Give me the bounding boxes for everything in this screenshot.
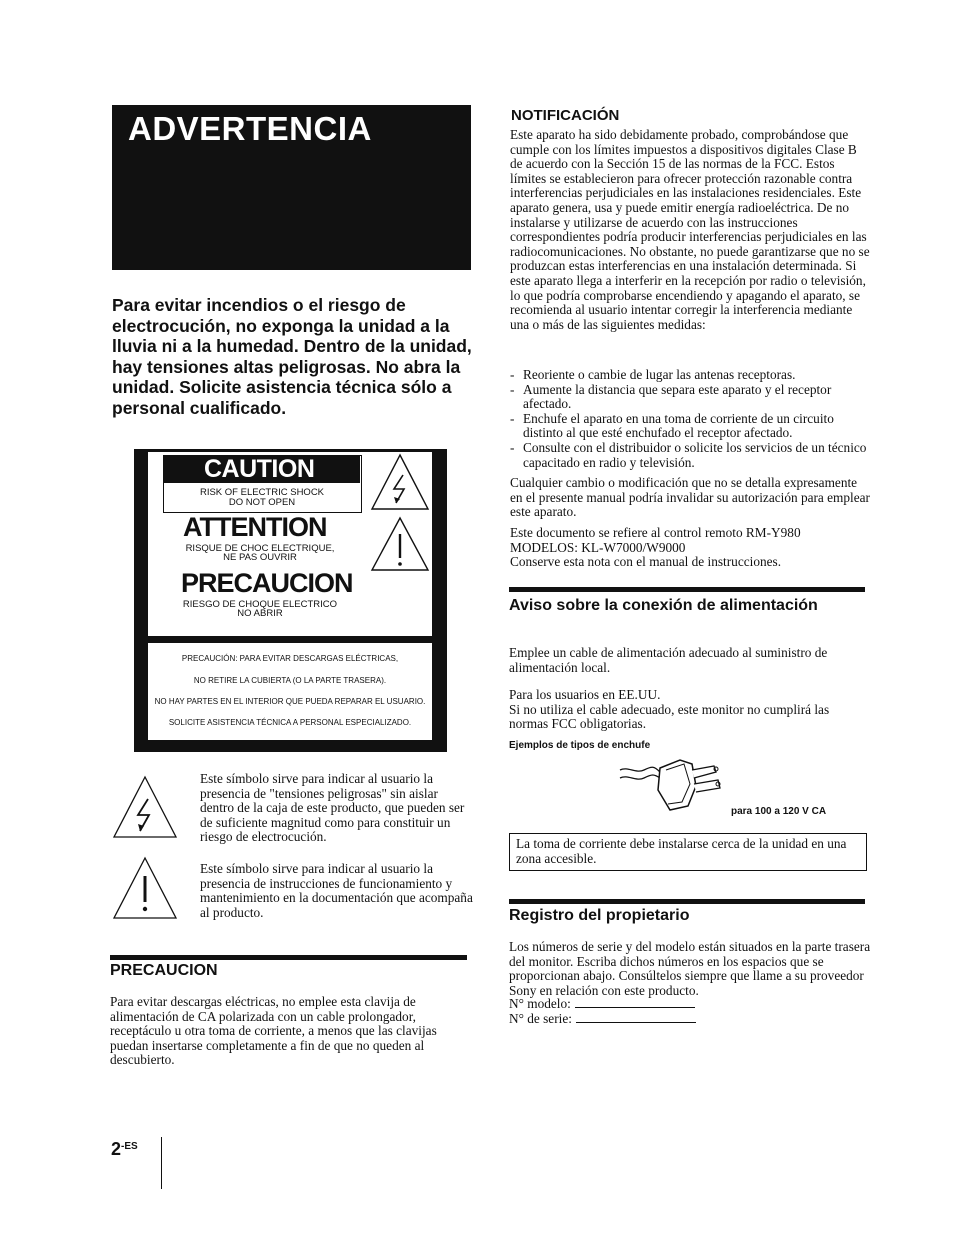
model-number-blank bbox=[575, 997, 695, 1008]
keep-note-line: Conserve esta nota con el manual de instrucciones. bbox=[510, 554, 782, 570]
list-item: - Aumente la distancia que separa este aparato y el receptor afectado. bbox=[510, 383, 872, 412]
notificacion-heading: NOTIFICACIÓN bbox=[511, 107, 620, 124]
caution-lower-line-4: SOLICITE ASISTENCIA TÉCNICA A PERSONAL ESPECIALIZADO. bbox=[168, 718, 412, 727]
registro-heading: Registro del propietario bbox=[509, 907, 690, 924]
advertencia-title: ADVERTENCIA bbox=[128, 110, 372, 147]
precaucion-line-2: NO ABRIR bbox=[237, 608, 283, 619]
page-number: $2^{-ES}$ bbox=[111, 1139, 138, 1159]
list-item: - Consulte con el distribuidor o solicite los servicios de un técnico capacitado en radio y televisión. bbox=[510, 441, 872, 470]
serial-number-blank bbox=[576, 1012, 696, 1023]
model-number-field bbox=[509, 997, 695, 1012]
aviso-paragraph-2 bbox=[509, 688, 871, 732]
section-rule bbox=[509, 587, 865, 592]
attention-line-1: RISQUE DE CHOC ELECTRIQUE, bbox=[185, 543, 335, 554]
exclamation-symbol-icon bbox=[112, 856, 178, 920]
list-item: - Enchufe el aparato en una toma de corriente de un circuito distinto al que esté enchufado el receptor afectado. bbox=[510, 412, 872, 441]
precaucion-body: Para evitar descargas eléctricas, no emplee esta clavija de alimentación de CA polarizada con un cable prolongador, receptáculo u otra toma de corriente, a menos que las clavijas puedan insertarse completamente a fin de que no queden al descubierto. bbox=[110, 994, 437, 1068]
precaucion-line-1: RIESGO DE CHOQUE ELECTRICO bbox=[182, 599, 338, 610]
aviso-heading: Aviso sobre la conexión de alimentación bbox=[509, 597, 818, 614]
lightning-symbol-description: Este símbolo sirve para indicar al usuario la presencia de "tensiones peligrosas" sin aislar dentro de la caja de este producto, que pueden ser de suficiente magnitud como para constituir un riesgo de electrocución. bbox=[200, 771, 465, 845]
modification-notice: Cualquier cambio o modificación que no se detalla expresamente en el presente manual podría invalidar su autorización para emplear este aparato. bbox=[510, 475, 870, 520]
attention-title: ATTENTION bbox=[183, 512, 327, 542]
page-divider bbox=[161, 1137, 162, 1189]
caution-banner: CAUTION bbox=[164, 456, 360, 483]
serial-number-label: N° de serie: bbox=[509, 1011, 572, 1026]
remote-line: Este documento se refiere al control remoto RM-Y980 bbox=[510, 525, 801, 540]
caution-lower-line-1: PRECAUCIÓN: PARA EVITAR DESCARGAS ELÉCTRICAS, bbox=[181, 654, 399, 663]
fcc-line: Si no utiliza el cable adecuado, este monitor no cumplirá las normas FCC obligatorias. bbox=[509, 701, 830, 732]
power-plug-icon bbox=[618, 756, 728, 814]
caution-line-1: RISK OF ELECTRIC SHOCK bbox=[199, 487, 325, 498]
exclamation-warning-icon bbox=[370, 516, 430, 572]
caution-lower-line-2: NO RETIRE LA CUBIERTA (O LA PARTE TRASERA). bbox=[193, 676, 387, 685]
plug-examples-label: Ejemplos de tipos de enchufe bbox=[509, 740, 651, 751]
attention-line-2: NE PAS OUVRIR bbox=[223, 552, 297, 563]
notificacion-body: Este aparato ha sido debidamente probado, comprobándose que cumple con los límites impuestos a dispositivos digitales Clase B de acuerdo con la Sección 15 de las normas de la FCC. Estos límites se establecieron para ofrecer protección razonable contra interferencias perjudiciales en las instalaciones residenciales. Este aparato genera, usa y puede emitir energía radioeléctrica. De no instalarse y utilizarse de acuerdo con las instrucciones correspondientes podría producir interferencias perjudiciales en las radiocomunicaciones. No obstante, no puede garantizarse que no se produzcan estas interferencias en una instalación determinada. Si este aparato llega a interferir en la recepción por radio o televisión, lo que podría comprobarse encendiendo y apagando el aparato, se recomienda al usuario intentar corregir la interferencia mediante una o más de las siguientes medidas: bbox=[510, 127, 870, 332]
outlet-note-box: La toma de corriente debe instalarse cerca de la unidad en una zona accesible. bbox=[509, 833, 867, 871]
plug-voltage-caption: para 100 a 120 V CA bbox=[731, 806, 827, 817]
interference-measures-list bbox=[510, 368, 872, 470]
precaucion-heading: PRECAUCION bbox=[110, 962, 218, 979]
section-rule bbox=[509, 899, 865, 904]
usa-users-line: Para los usuarios en EE.UU. bbox=[509, 687, 661, 702]
caution-lower-line-3: NO HAY PARTES EN EL INTERIOR QUE PUEDA REPARAR EL USUARIO. bbox=[154, 697, 426, 706]
page-suffix: -ES bbox=[121, 1141, 138, 1152]
remote-model-notice bbox=[510, 526, 872, 570]
models-line: MODELOS: KL-W7000/W9000 bbox=[510, 539, 686, 555]
list-item: - Reoriente o cambie de lugar las antenas receptoras. bbox=[510, 368, 872, 383]
exclamation-symbol-description: Este símbolo sirve para indicar al usuario la presencia de instrucciones de funcionamiento y mantenimiento en la documentación que acompaña al producto. bbox=[200, 861, 473, 920]
precaucion-label-title: PRECAUCION bbox=[181, 568, 353, 598]
lightning-warning-icon bbox=[370, 453, 430, 511]
model-number-label: N° modelo: bbox=[509, 996, 571, 1011]
registro-body: Los números de serie y del modelo están situados en la parte trasera del monitor. Escriba dichos números en los espacios que se proporcionan abajo. Consúltelos siempre que llame a su proveedor Sony en relación con este producto. bbox=[509, 939, 871, 998]
lightning-symbol-icon bbox=[112, 775, 178, 839]
aviso-paragraph-1: Emplee un cable de alimentación adecuado al suministro de alimentación local. bbox=[509, 645, 828, 675]
section-rule bbox=[110, 955, 467, 960]
fire-shock-warning: Para evitar incendios o el riesgo de electrocución, no exponga la unidad a la lluvia ni a la humedad. Dentro de la unidad, hay tensiones altas peligrosas. No abra la unidad. Solicite asistencia técnica sólo a personal cualificado. bbox=[112, 295, 472, 418]
serial-number-field bbox=[509, 1012, 696, 1027]
caution-line-2: DO NOT OPEN bbox=[228, 497, 296, 508]
